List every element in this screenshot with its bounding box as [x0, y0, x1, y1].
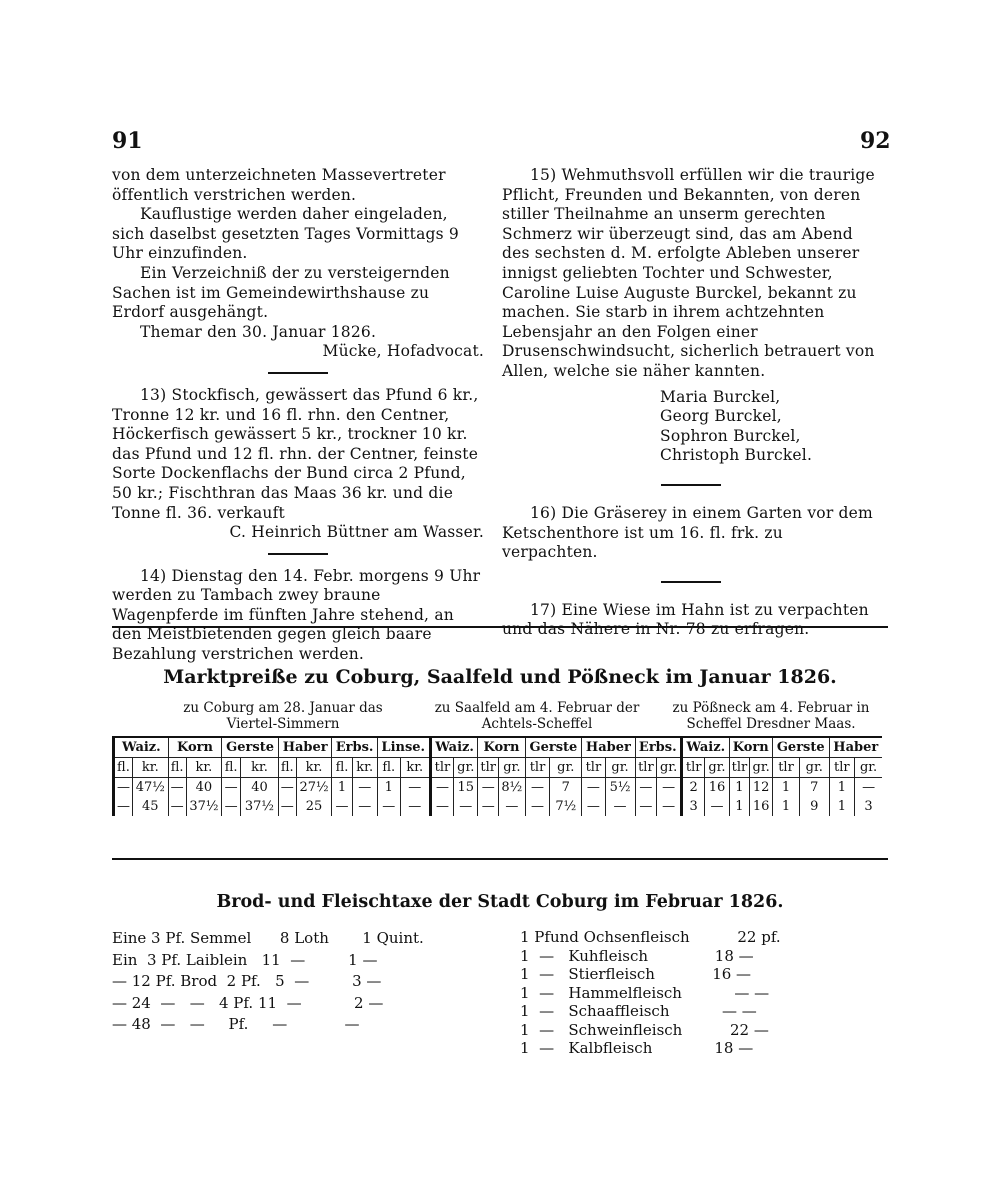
meat-row: 1 — Stierfleisch 16 —: [520, 965, 752, 983]
meat-row: 1 — Schweinfleisch 22 —: [520, 1020, 769, 1039]
meat-row: 1 — Hammelfleisch — —: [520, 983, 770, 1002]
signer: Christoph Burckel.: [660, 446, 813, 465]
divider: [661, 581, 721, 583]
bread-row: — 24 — — 4 Pf. 11 — 2 —: [112, 993, 384, 1012]
market-header-grain: Haber: [829, 737, 882, 758]
meat-row: 1 Pfund Ochsenfleisch 22 pf.: [520, 928, 781, 946]
price-cell: 37½: [241, 797, 279, 816]
price-cell: —: [582, 778, 605, 798]
market-header-grain: Erbs.: [635, 737, 681, 758]
market-header-unit: gr.: [800, 758, 830, 778]
market-header-unit: kr.: [186, 758, 222, 778]
price-cell: 7: [550, 778, 582, 798]
table-row: [114, 797, 883, 816]
market-group-poessneck: zu Pößneck am 4. Februar in Scheffel Dresdner Maas.: [672, 700, 870, 732]
market-header-unit: gr.: [550, 758, 582, 778]
price-cell: —: [352, 797, 377, 816]
price-cell: 8½: [499, 778, 526, 798]
market-header-grain: Gerste: [772, 737, 829, 758]
price-cell: 1: [377, 778, 400, 798]
price-cell: 25: [296, 797, 332, 816]
market-header-grain: Korn: [168, 737, 222, 758]
notice-17: 17) Eine Wiese im Hahn ist zu verpachten und das Nähere in Nr. 78 zu erfragen.: [502, 600, 869, 639]
section-rule: [112, 626, 888, 628]
price-cell: —: [114, 778, 133, 798]
price-cell: —: [377, 797, 400, 816]
price-cell: 1: [829, 797, 855, 816]
market-header-unit: tlr: [681, 758, 704, 778]
price-cell: 1: [729, 797, 750, 816]
intro-line: von dem unterzeichneten Massevertreter öffentlich verstrichen werden.: [112, 166, 446, 204]
market-header-unit: tlr: [635, 758, 657, 778]
market-header-unit: tlr: [772, 758, 799, 778]
market-header-grain: Waiz.: [114, 737, 169, 758]
market-header-grain: Korn: [729, 737, 772, 758]
price-cell: —: [635, 797, 657, 816]
market-header-unit: kr.: [132, 758, 168, 778]
price-cell: —: [430, 778, 453, 798]
price-cell: 16: [750, 797, 773, 816]
price-cell: —: [454, 797, 478, 816]
price-cell: —: [430, 797, 453, 816]
market-header-unit: fl.: [377, 758, 400, 778]
market-header-unit: fl.: [332, 758, 352, 778]
market-header-unit: gr.: [499, 758, 526, 778]
divider: [268, 553, 328, 555]
price-cell: —: [499, 797, 526, 816]
price-cell: 37½: [186, 797, 222, 816]
price-cell: 7: [800, 778, 830, 798]
market-header-grain: Gerste: [525, 737, 582, 758]
market-header-unit: tlr: [729, 758, 750, 778]
intro-line: Kauflustige werden daher eingeladen, sich daselbst gesetzten Tages Vormittags 9 Uhr einzufinden.: [112, 205, 459, 263]
market-header-unit: gr.: [855, 758, 882, 778]
meat-row: 1 — Kuhfleisch 18 —: [520, 946, 754, 965]
market-title: Marktpreiße zu Coburg, Saalfeld und Pößneck im Januar 1826.: [163, 666, 837, 688]
market-header-unit: tlr: [478, 758, 499, 778]
price-cell: —: [114, 797, 133, 816]
price-cell: —: [168, 778, 186, 798]
notice-13: 13) Stockfisch, gewässert das Pfund 6 kr., Tronne 12 kr. und 16 fl. rhn. den Centner, Höckerfisch gewässert 5 kr., trockner 10 kr. das Pfund und 12 fl. rhn. der Centner, feinste Sorte Dockenflachs der Bund circa 2 Pfund, 50 kr.; Fischthran das Maas 36 kr. und die Tonne fl. 36. verkauft: [112, 385, 479, 522]
price-cell: —: [657, 797, 682, 816]
price-cell: 1: [332, 778, 352, 798]
price-cell: —: [605, 797, 635, 816]
market-header-unit: gr.: [750, 758, 773, 778]
price-cell: —: [635, 778, 657, 798]
right-column: [502, 166, 880, 640]
market-header-unit: gr.: [705, 758, 729, 778]
bread-tax-list: [112, 928, 492, 1036]
left-column: [112, 166, 484, 665]
market-header-unit: tlr: [525, 758, 550, 778]
price-cell: 1: [772, 778, 799, 798]
price-cell: 45: [132, 797, 168, 816]
intro-signature: Mücke, Hofadvocat.: [322, 342, 484, 361]
intro-line: Ein Verzeichniß der zu versteigernden Sachen ist im Gemeindewirthshause zu Erdorf ausgehängt.: [112, 263, 450, 322]
meat-row: 1 — Schaaffleisch — —: [520, 1002, 757, 1020]
price-cell: —: [352, 778, 377, 798]
price-cell: —: [705, 797, 729, 816]
price-cell: 40: [186, 778, 222, 798]
tax-title: Brod- und Fleischtaxe der Stadt Coburg im Februar 1826.: [216, 892, 784, 912]
divider: [661, 484, 721, 486]
page-number-left: 91: [112, 128, 143, 154]
market-header-grain: Haber: [278, 737, 332, 758]
market-header-grain: Waiz.: [681, 737, 729, 758]
price-cell: —: [657, 778, 682, 798]
price-cell: —: [222, 778, 241, 798]
meat-tax-list: [520, 928, 880, 1058]
price-cell: —: [525, 797, 550, 816]
divider: [268, 372, 328, 374]
market-header-grain: Erbs.: [332, 737, 377, 758]
signer: Maria Burckel,: [660, 387, 781, 406]
price-cell: 3: [681, 797, 704, 816]
market-header-grain: Korn: [478, 737, 525, 758]
market-header-grain: Linse.: [377, 737, 430, 758]
market-price-table: [112, 736, 882, 816]
notice-14: 14) Dienstag den 14. Febr. morgens 9 Uhr werden zu Tambach zwey braune Wagenpferde im fünften Jahre stehend, an den Meistbietenden gegen gleich baare Bezahlung verstrichen werden.: [112, 566, 481, 664]
notice-16: 16) Die Gräserey in einem Garten vor dem Ketschenthore ist um 16. fl. frk. zu verpachten.: [502, 503, 873, 562]
price-cell: —: [478, 797, 499, 816]
price-cell: 1: [772, 797, 799, 816]
price-cell: —: [478, 778, 499, 798]
price-cell: —: [278, 778, 296, 798]
market-header-unit: gr.: [454, 758, 478, 778]
section-rule: [112, 858, 888, 860]
bread-row: — 12 Pf. Brod 2 Pf. 5 — 3 —: [112, 972, 382, 990]
price-cell: 15: [454, 778, 478, 798]
price-cell: 1: [729, 778, 750, 798]
market-header-grain: Haber: [582, 737, 635, 758]
market-header-grain: Gerste: [222, 737, 279, 758]
price-cell: —: [278, 797, 296, 816]
market-header-grain: Waiz.: [430, 737, 478, 758]
price-cell: 9: [800, 797, 830, 816]
market-group-saalfeld: zu Saalfeld am 4. Februar der Achtels-Scheffel: [434, 700, 640, 732]
market-header-unit: tlr: [430, 758, 453, 778]
price-cell: —: [582, 797, 605, 816]
price-cell: —: [400, 797, 430, 816]
market-header-unit: gr.: [657, 758, 682, 778]
market-header-unit: kr.: [400, 758, 430, 778]
market-header-unit: fl.: [222, 758, 241, 778]
price-cell: —: [332, 797, 352, 816]
price-cell: —: [168, 797, 186, 816]
price-cell: 3: [855, 797, 882, 816]
market-header-unit: gr.: [605, 758, 635, 778]
price-cell: 12: [750, 778, 773, 798]
market-header-unit: fl.: [114, 758, 133, 778]
market-header-unit: kr.: [352, 758, 377, 778]
market-group-coburg: zu Coburg am 28. Januar das Viertel-Simmern: [183, 700, 383, 732]
market-header-unit: kr.: [241, 758, 279, 778]
price-cell: 5½: [605, 778, 635, 798]
price-cell: 40: [241, 778, 279, 798]
bread-row: — 48 — — Pf. — —: [112, 1015, 360, 1033]
notice-13-signature: C. Heinrich Büttner am Wasser.: [229, 523, 484, 542]
signer: Georg Burckel,: [660, 407, 782, 426]
notice-15: 15) Wehmuthsvoll erfüllen wir die traurige Pflicht, Freunden und Bekannten, von deren stiller Theilnahme an unserm gerechten Schmerz wir überzeugt sind, das am Abend des sechsten d. M. erfolgte Ableben unserer innigst geliebten Tochter und Schwester, Caroline Luise Auguste Burckel, bekannt zu machen. Sie starb in ihrem achtzehnten Lebensjahr an den Folgen einer Drusenschwindsucht, sicherlich betrauert von Allen, welche sie näher kannten.: [502, 166, 875, 380]
price-cell: 7½: [550, 797, 582, 816]
price-cell: 16: [705, 778, 729, 798]
price-cell: —: [525, 778, 550, 798]
market-header-unit: tlr: [829, 758, 855, 778]
market-header-unit: fl.: [168, 758, 186, 778]
market-header-unit: tlr: [582, 758, 605, 778]
table-row: [114, 778, 883, 798]
price-cell: —: [400, 778, 430, 798]
intro-date: Themar den 30. Januar 1826.: [140, 322, 377, 341]
bread-row: Eine 3 Pf. Semmel 8 Loth 1 Quint.: [112, 929, 424, 947]
price-cell: —: [222, 797, 241, 816]
price-cell: 27½: [296, 778, 332, 798]
price-cell: 47½: [132, 778, 168, 798]
price-cell: —: [855, 778, 882, 798]
price-cell: 2: [681, 778, 704, 798]
price-cell: 1: [829, 778, 855, 798]
signers: [660, 388, 880, 466]
signer: Sophron Burckel,: [660, 426, 801, 445]
page-number-right: 92: [860, 128, 891, 154]
market-header-unit: kr.: [296, 758, 332, 778]
market-header-unit: fl.: [278, 758, 296, 778]
meat-row: 1 — Kalbfleisch 18 —: [520, 1039, 754, 1057]
bread-row: Ein 3 Pf. Laiblein 11 — 1 —: [112, 950, 378, 969]
